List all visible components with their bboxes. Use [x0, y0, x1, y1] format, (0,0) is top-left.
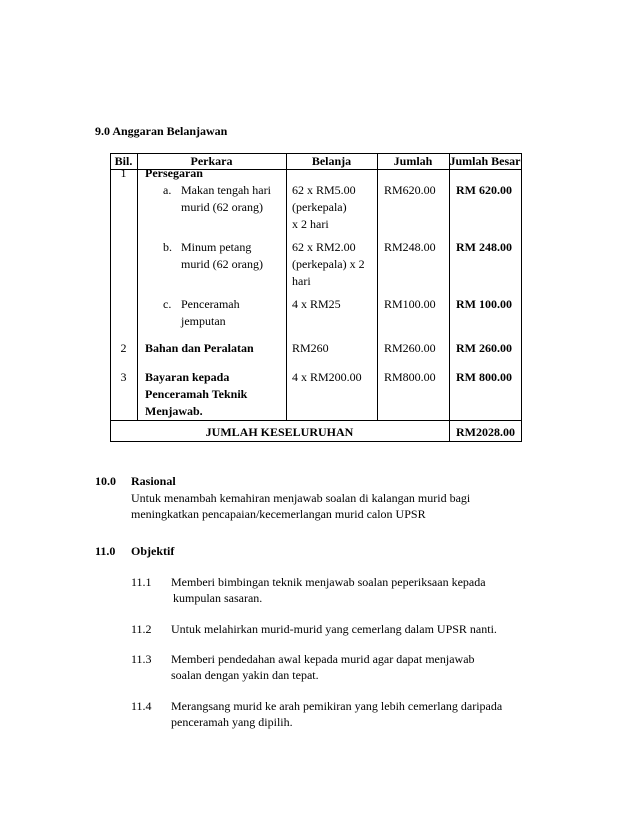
objective-11-4-line1: Merangsang murid ke arah pemikiran yang lebih cemerlang daripada — [171, 699, 503, 713]
header-belanja: Belanja — [311, 154, 352, 168]
table-border-left — [110, 153, 111, 442]
row2-jumlah-besar: RM 260.00 — [456, 341, 512, 355]
row3-perkara-line1: Bayaran kepada — [145, 370, 230, 384]
objective-11-3-number: 11.3 — [131, 652, 152, 666]
objective-11-1-line1: Memberi bimbingan teknik menjawab soalan peperiksaan kepada — [171, 575, 486, 589]
item-b-line2: murid (62 orang) — [181, 257, 263, 271]
item-c-line1: Penceramah — [181, 297, 240, 311]
row2-jumlah: RM260.00 — [384, 341, 436, 355]
table-col-divider — [286, 153, 287, 421]
item-a-belanja-3: x 2 hari — [292, 217, 329, 231]
table-col-divider — [137, 153, 138, 421]
item-b-belanja-1: 62 x RM2.00 — [292, 240, 356, 254]
item-a-line1: Makan tengah hari — [181, 183, 271, 197]
row3-bil: 3 — [120, 370, 127, 384]
row3-jumlah: RM800.00 — [384, 370, 436, 384]
objective-11-4-line2: penceramah yang dipilih. — [171, 715, 293, 729]
section-10-number: 10.0 — [95, 474, 116, 488]
section-11-title: Objektif — [131, 544, 175, 558]
objective-11-3-line1: Memberi pendedahan awal kepada murid agar dapat menjawab — [171, 652, 475, 666]
item-a-jumlah-besar: RM 620.00 — [456, 183, 512, 197]
item-c-jumlah: RM100.00 — [384, 297, 436, 311]
item-b-belanja-3: hari — [292, 274, 311, 288]
objective-11-3-line2: soalan dengan yakin dan tepat. — [171, 668, 319, 682]
item-b-belanja-2: (perkepala) x 2 — [292, 257, 365, 271]
total-value: RM2028.00 — [456, 425, 515, 439]
row3-jumlah-besar: RM 800.00 — [456, 370, 512, 384]
item-c-belanja: 4 x RM25 — [292, 297, 341, 311]
row3-belanja: 4 x RM200.00 — [292, 370, 362, 384]
row2-belanja: RM260 — [292, 341, 329, 355]
table-col-divider — [449, 153, 450, 442]
table-total-divider — [110, 420, 522, 421]
table-border-bottom — [110, 441, 522, 442]
row3-perkara-line2: Penceramah Teknik — [145, 387, 248, 401]
objective-11-1-number: 11.1 — [131, 575, 152, 589]
row3-perkara-line3: Menjawab. — [145, 404, 203, 418]
row1-bil: 1 — [120, 166, 127, 180]
item-b-jumlah-besar: RM 248.00 — [456, 240, 512, 254]
row2-perkara: Bahan dan Peralatan — [145, 341, 254, 355]
table-col-divider — [377, 153, 378, 421]
header-perkara: Perkara — [190, 154, 233, 168]
section-10-line1: Untuk menambah kemahiran menjawab soalan di kalangan murid bagi — [131, 491, 471, 505]
section-10-line2: meningkatkan pencapaian/kecemerlangan murid calon UPSR — [131, 507, 426, 521]
item-b-jumlah: RM248.00 — [384, 240, 436, 254]
item-a-marker: a. — [163, 183, 172, 197]
item-a-belanja-1: 62 x RM5.00 — [292, 183, 356, 197]
table-border-right — [521, 153, 522, 442]
total-label: JUMLAH KESELURUHAN — [205, 425, 354, 439]
item-c-marker: c. — [163, 297, 172, 311]
section-10-title: Rasional — [131, 474, 176, 488]
item-a-belanja-2: (perkepala) — [292, 200, 347, 214]
item-b-marker: b. — [163, 240, 172, 254]
item-a-jumlah: RM620.00 — [384, 183, 436, 197]
header-jumlah: Jumlah — [393, 154, 433, 168]
objective-11-4-number: 11.4 — [131, 699, 152, 713]
header-bil: Bil. — [114, 154, 133, 168]
row2-bil: 2 — [120, 341, 127, 355]
item-c-line2: jemputan — [181, 314, 226, 328]
section-11-number: 11.0 — [95, 544, 116, 558]
item-b-line1: Minum petang — [181, 240, 252, 254]
objective-11-2-line1: Untuk melahirkan murid-murid yang cemerlang dalam UPSR nanti. — [171, 622, 497, 636]
objective-11-1-line2: kumpulan sasaran. — [173, 591, 263, 605]
row1-title: Persegaran — [145, 166, 203, 180]
header-jumlah-besar: Jumlah Besar — [449, 154, 521, 168]
item-a-line2: murid (62 orang) — [181, 200, 263, 214]
objective-11-2-number: 11.2 — [131, 622, 152, 636]
item-c-jumlah-besar: RM 100.00 — [456, 297, 512, 311]
section-9-heading: 9.0 Anggaran Belanjawan — [95, 124, 228, 138]
